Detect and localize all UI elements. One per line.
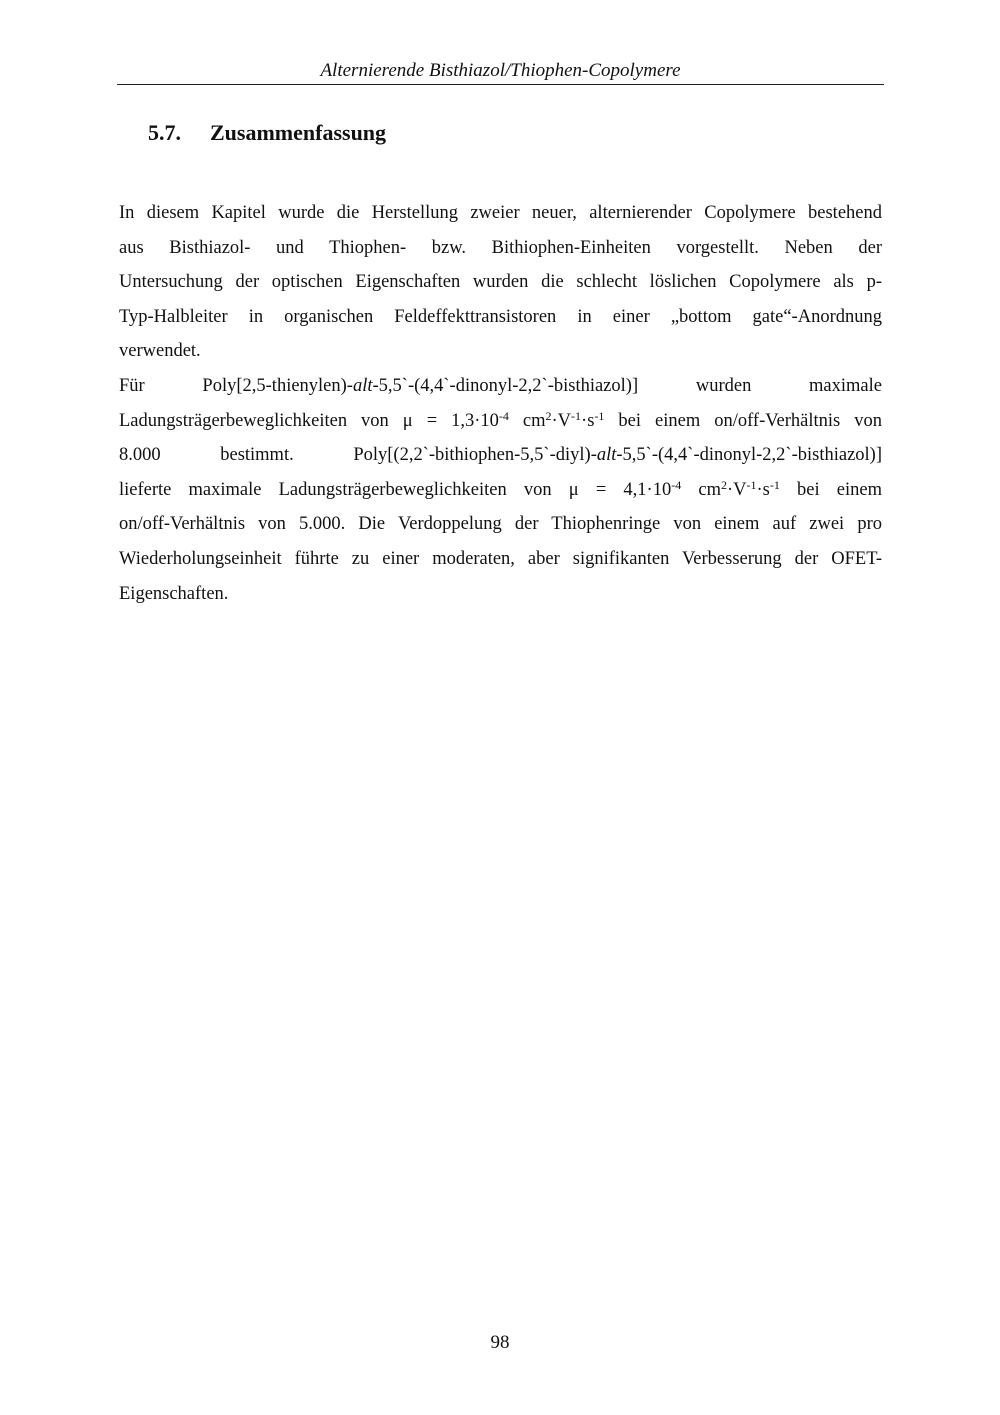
paragraph2-line: Eigenschaften. — [119, 583, 229, 604]
text-span: -5,5`-(4,4`-dinonyl-2,2`-bisthiazol)] — [616, 445, 882, 466]
paragraph1-line: verwendet. — [119, 341, 201, 362]
section-heading — [148, 118, 386, 148]
section-title: Zusammenfassung — [210, 120, 387, 145]
unit-text: ·s — [756, 479, 770, 500]
paragraph2-line — [119, 369, 882, 404]
unit-text: ·s — [581, 410, 595, 431]
unit-text: ·V — [551, 410, 572, 431]
text-span: -5,5`-(4,4`-dinonyl-2,2`-bisthiazol)] wurden maximale — [372, 375, 882, 396]
italic-alt: alt — [596, 445, 617, 466]
italic-alt: alt — [352, 375, 373, 396]
running-title: Alternierende Bisthiazol/Thiophen-Copolymere — [320, 60, 681, 81]
superscript: -1 — [746, 477, 757, 492]
text-span: lieferte maximale Ladungsträgerbeweglichkeiten von μ = 4,1·10 — [119, 479, 672, 500]
text-span: 8.000 bestimmt. Poly[(2,2`-bithiophen-5,5`-diyl)- — [119, 445, 597, 466]
superscript: -4 — [671, 477, 682, 492]
superscript: -1 — [594, 408, 605, 423]
running-header — [117, 58, 884, 85]
paragraph2-line: on/off-Verhältnis von 5.000. Die Verdoppelung der Thiophenringe von einem auf zwei pro — [119, 514, 882, 535]
text-span: Für Poly[2,5-thienylen)- — [119, 375, 353, 396]
text-span: Ladungsträgerbeweglichkeiten von μ = 1,3·10 — [119, 410, 499, 431]
superscript: 2 — [720, 477, 727, 492]
text-span: bei einem on/off-Verhältnis von — [604, 410, 882, 431]
text-span: bei einem — [779, 479, 882, 500]
section-number: 5.7. — [148, 120, 181, 145]
unit-text: ·V — [726, 479, 747, 500]
page-number: 98 — [490, 1332, 510, 1353]
paragraph2-line: Wiederholungseinheit führte zu einer moderaten, aber signifikanten Verbesserung der OFET- — [119, 548, 882, 569]
paragraph1-line: aus Bisthiazol- und Thiophen- bzw. Bithiophen-Einheiten vorgestellt. Neben der — [119, 237, 882, 258]
paragraph1-line: Untersuchung der optischen Eigenschaften wurden die schlecht löslichen Copolymere als p- — [119, 272, 882, 293]
paragraph1-line: In diesem Kapitel wurde die Herstellung zweier neuer, alternierender Copolymere bestehend — [119, 203, 882, 223]
superscript: -1 — [571, 408, 582, 423]
unit-text: cm — [508, 410, 546, 431]
superscript: -4 — [498, 408, 509, 423]
body-text — [119, 196, 882, 611]
paragraph1-line: Typ-Halbleiter in organischen Feldeffekttransistoren in einer „bottom gate“-Anordnung — [119, 306, 882, 327]
paragraph2-line — [119, 438, 882, 473]
superscript: 2 — [545, 408, 552, 423]
paragraph2-line — [119, 404, 882, 439]
paragraph2-line — [119, 473, 882, 508]
superscript: -1 — [769, 477, 780, 492]
unit-text: cm — [681, 479, 721, 500]
